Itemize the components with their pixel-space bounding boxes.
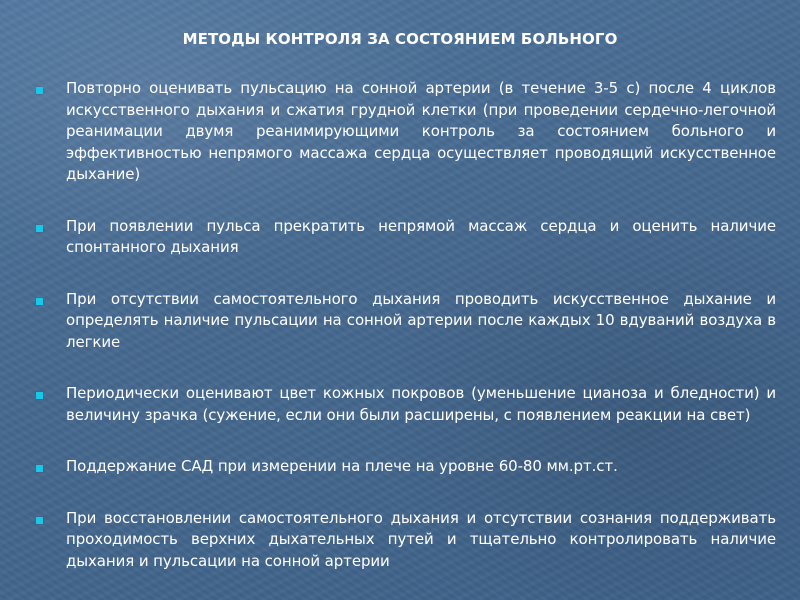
square-bullet-icon [36,517,43,524]
bullet-item [36,383,776,426]
bullet-list [36,78,776,572]
square-bullet-icon [36,392,43,399]
bullet-text: При появлении пульса прекратить непрямой массаж сердца и оценить наличие спонтанного дыхания [66,216,776,256]
bullet-text: Периодически оценивают цвет кожных покровов (уменьшение цианоза и бледности) и величину зрачка (сужение, если они были расширены, с появлением реакции на свет) [66,384,776,424]
bullet-item [36,216,776,259]
bullet-item [36,508,776,573]
bullet-item [36,456,776,478]
bullet-item [36,78,776,186]
slide-title: МЕТОДЫ КОНТРОЛЯ ЗА СОСТОЯНИЕМ БОЛЬНОГО [182,30,618,48]
bullet-text: При отсутствии самостоятельного дыхания проводить искусственное дыхание и определять наличие пульсации на сонной артерии после каждых 10 вдуваний воздуха в легкие [66,289,776,351]
bullet-text: Поддержание САД при измерении на плече на уровне 60-80 мм.рт.ст. [66,457,618,475]
bullet-text: Повторно оценивать пульсацию на сонной артерии (в течение 3-5 с) после 4 циклов искусственного дыхания и сжатия грудной клетки (при проведении сердечно-легочной реанимации двумя реанимирующими контроль за состоянием больного и эффективностью непрямого массажа сердца осуществляет проводящий искусственное дыхание) [66,79,776,183]
square-bullet-icon [36,87,43,94]
square-bullet-icon [36,465,43,472]
bullet-text: При восстановлении самостоятельного дыхания и отсутствии сознания поддерживать проходимость верхних дыхательных путей и тщательно контролировать наличие дыхания и пульсации на сонной артерии [66,508,776,570]
square-bullet-icon [36,225,43,232]
bullet-item [36,289,776,354]
square-bullet-icon [36,298,43,305]
